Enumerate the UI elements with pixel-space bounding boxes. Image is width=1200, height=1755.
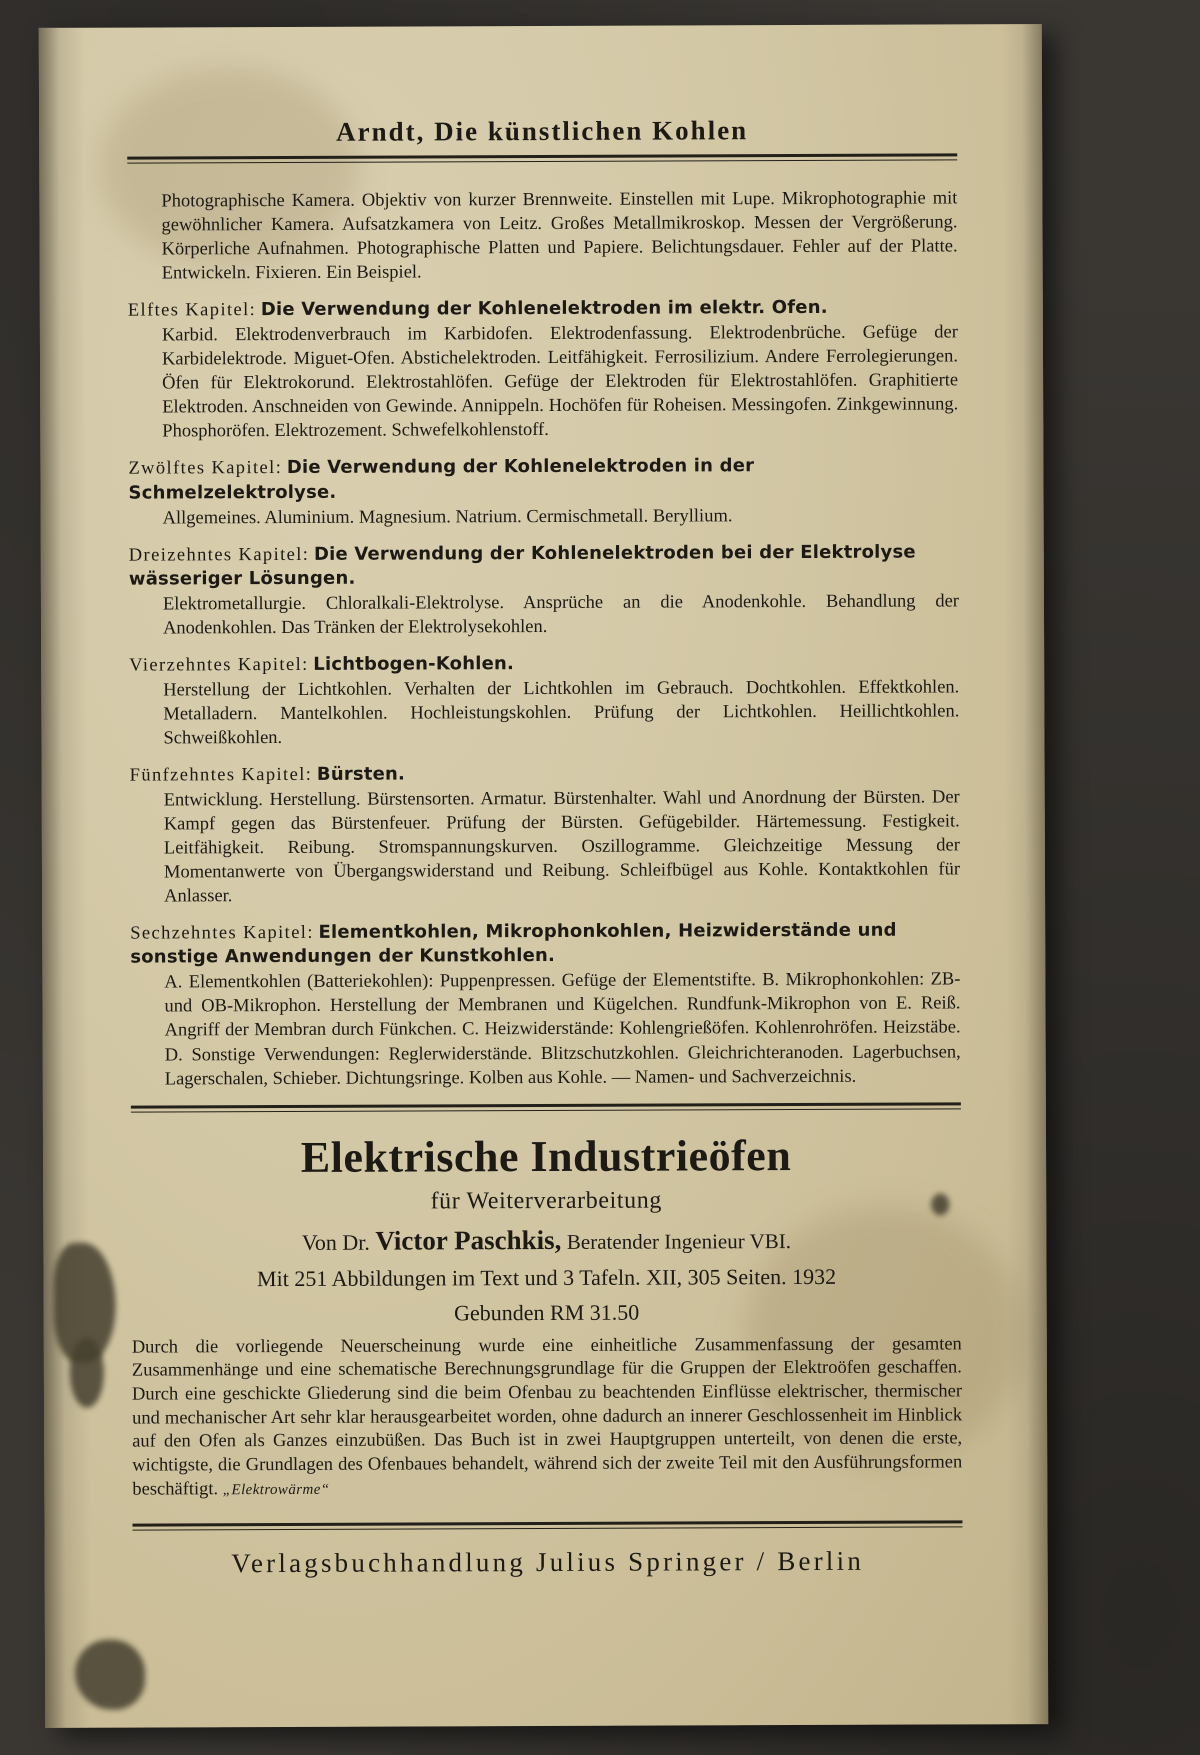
toc-chapter-entry	[130, 919, 961, 1092]
footer-rule	[132, 1521, 962, 1531]
chapter-label: Elftes Kapitel:	[127, 300, 257, 321]
chapter-contents: Karbid. Elektrodenverbrauch im Karbidofen. Elektrodenfassung. Elektrodenbrüche. Gefüge der Karbidelektrode. Miguet-Ofen. Abstichelektroden. Leitfähigkeit. Ferrosilizium. Andere Ferrolegierungen. Öfen für Elektrokorund. Elektrostahlöfen. Gefüge der Elektroden für Elektrostahlöfen. Graphitierte Elektroden. Anschneiden von Gewinde. Annippeln. Hochöfen für Roheisen. Messingofen. Zinkgewinnung. Phosphoröfen. Elektrozement. Schwefelkohlenstoff.	[161, 322, 959, 442]
paper-tear	[75, 1640, 145, 1710]
chapter-label: Fünfzehntes Kapitel:	[129, 764, 313, 786]
paper-tear	[70, 1338, 104, 1408]
chapter-heading	[129, 540, 959, 591]
chapter-label: Sechzehntes Kapitel:	[130, 923, 314, 944]
toc-chapter-entry	[128, 454, 958, 530]
ad-source-citation: „Elektrowärme“	[222, 1481, 330, 1498]
paper-tear	[53, 1243, 115, 1363]
advertisement-rule-top	[131, 1102, 961, 1112]
running-head: Arndt, Die künstlichen Kohlen	[336, 115, 749, 147]
paper-sheet	[39, 24, 1049, 1728]
toc-chapter-entry	[129, 650, 959, 750]
header-rule	[127, 153, 957, 163]
chapter-heading	[130, 919, 960, 970]
ad-author-suffix: Beratender Ingenieur VBI.	[566, 1228, 792, 1254]
chapter-label: Dreizehntes Kapitel:	[128, 544, 310, 566]
chapter-label: Vierzehntes Kapitel:	[129, 654, 309, 676]
ad-author-prefix: Von Dr.	[301, 1229, 370, 1255]
ad-author-line	[131, 1223, 961, 1257]
chapter-title: Elementkohlen, Mikrophonkohlen, Heizwiderstände und sonstige Anwendungen der Kunstkohlen.	[130, 919, 897, 968]
advertisement	[131, 1129, 962, 1502]
chapter-heading	[129, 650, 959, 677]
chapter-contents: Herstellung der Lichtkohlen. Verhalten der Lichtkohlen im Gebrauch. Dochtkohlen. Effektkohlen. Metalladern. Mantelkohlen. Hochleistungskohlen. Prüfung der Lichtkohlen. Heillichtkohlen. Schweißkohlen.	[163, 677, 960, 749]
ad-meta-line-1: Mit 251 Abbildungen im Text und 3 Tafeln. XII, 305 Seiten. 1932	[256, 1263, 837, 1291]
ad-description	[132, 1333, 963, 1502]
toc-intro-block	[127, 186, 957, 285]
chapter-title: Die Verwendung der Kohlenelektroden bei der Elektrolyse wässeriger Lösungen.	[128, 541, 916, 590]
chapter-heading	[130, 760, 960, 787]
ad-book-title: Elektrische Industrieöfen	[300, 1130, 792, 1182]
toc-chapter-entry	[130, 760, 961, 908]
chapter-heading	[128, 296, 958, 323]
ad-author-name: Victor Paschkis,	[375, 1224, 562, 1256]
ad-book-subtitle: für Weiterverarbeitung	[430, 1187, 662, 1215]
chapter-contents: A. Elementkohlen (Batteriekohlen): Puppenpressen. Gefüge der Elementstifte. B. Mikrophonkohlen: ZB- und OB-Mikrophon. Herstellung der Membranen und Kügelchen. Rundfunk-Mikrophon von E. Reiß. Angriff der Membran durch Fünkchen. C. Heizwiderstände: Kohlengrießöfen. Kohlenrohröfen. Heizstäbe. D. Sonstige Verwendungen: Reglerwiderstände. Blitzschutzkohlen. Gleichrichteranoden. Lagerbuchsen, Lagerschalen, Schieber. Dichtungsringe. Kolben aus Kohle. — Namen- und Sachverzeichnis.	[164, 969, 961, 1090]
chapter-heading	[128, 454, 958, 505]
chapter-contents: Allgemeines. Aluminium. Magnesium. Natrium. Cermischmetall. Beryllium.	[162, 505, 733, 529]
chapter-title: Die Verwendung der Kohlenelektroden im elektr. Ofen.	[260, 297, 828, 321]
ad-meta-line-2: Gebunden RM 31.50	[454, 1299, 640, 1326]
chapter-contents: Elektrometallurgie. Chloralkali-Elektrolyse. Ansprüche an die Anodenkohle. Behandlung der Anodenkohlen. Das Tränken der Elektrolysekohlen.	[162, 591, 959, 639]
chapter-contents: Entwicklung. Herstellung. Bürstensorten. Armatur. Bürstenhalter. Wahl und Anordnung der Bürsten. Der Kampf gegen das Bürstenfeuer. Prüfung der Bürsten. Gefügebilder. Härtemessung. Festigkeit. Leitfähigkeit. Reibung. Stromspannungskurven. Oszillogramme. Gleichzeitige Messung der Momentanwerte von Übergangswiderstand und Reibung. Schleifbügel aus Kohle. Kontaktkohlen für Anlasser.	[163, 787, 961, 907]
publisher-line: Verlagsbuchhandlung Julius Springer / Berlin	[231, 1546, 865, 1579]
chapter-title: Die Verwendung der Kohlenelektroden in der Schmelzelektrolyse.	[128, 455, 755, 504]
toc-chapter-entry	[128, 296, 959, 444]
toc-intro-paragraph: Photographische Kamera. Objektiv von kurzer Brennweite. Einstellen mit Lupe. Mikrophotographie mit gewöhnlicher Kamera. Aufsatzkamera von Leitz. Großes Metallmikroskop. Messen der Vergrößerung. Körperliche Aufnahmen. Photographische Platten und Papiere. Belichtungsdauer. Fehler auf der Platte. Entwickeln. Fixieren. Ein Beispiel.	[161, 188, 958, 284]
chapter-title: Bürsten.	[316, 763, 406, 785]
toc-chapter-entry	[129, 540, 959, 640]
chapter-title: Lichtbogen-Kohlen.	[313, 652, 515, 675]
chapter-label: Zwölftes Kapitel:	[128, 458, 283, 480]
ad-description-text: Durch die vorliegende Neuerscheinung wurde eine einheitliche Zusammenfassung der gesamten Zusammenhänge und eine schematische Berechnungsgrundlage für die Gruppen der Elektroöfen geschaffen. Durch eine geschickte Gliederung sind die beim Ofenbau zu beachtenden Einflüsse elektrischer, thermischer und mechanischer Art sehr klar herausgearbeitet worden, ohne dadurch an innerer Geschlossenheit im Hinblick auf den Ofen als Ganzes einzubüßen. Das Buch ist in zwei Hauptgruppen unterteilt, von denen die erste, wichtigste, die Grundlagen des Ofenbaues behandelt, während sich der zweite Teil mit den Ausführungsformen beschäftigt.	[131, 1333, 963, 1500]
document-content	[127, 114, 963, 1579]
